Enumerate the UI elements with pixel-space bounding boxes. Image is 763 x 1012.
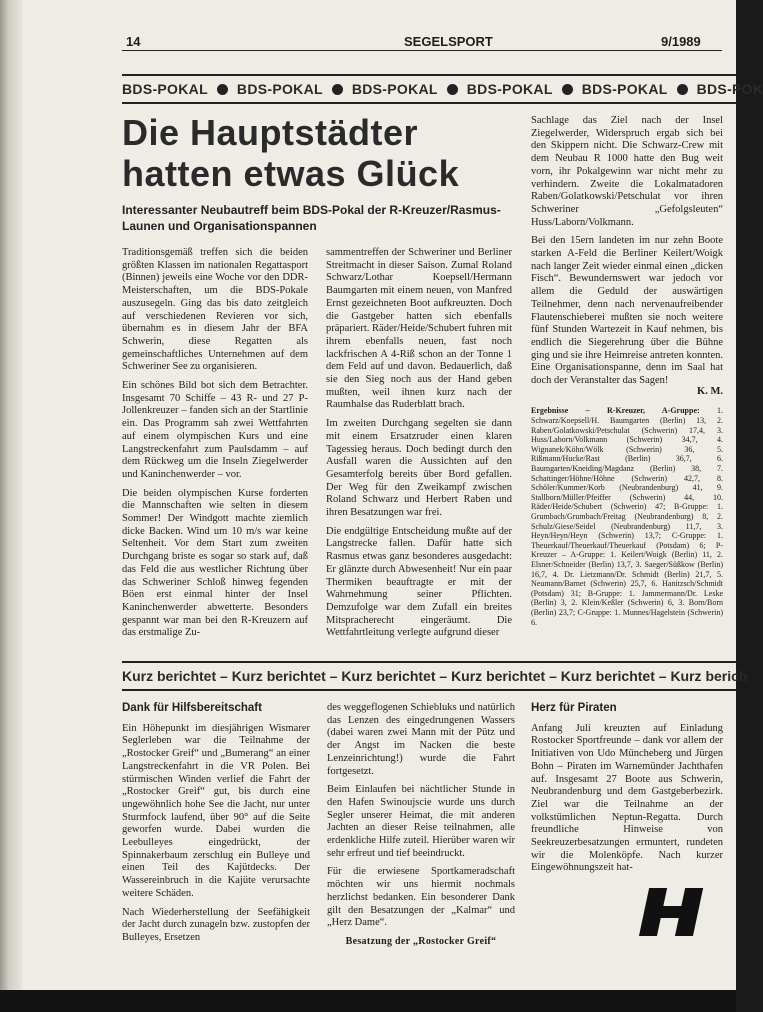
article-paragraph: Ein schönes Bild bot sich dem Betrachter. Insgesamt 70 Schiffe – 43 R- und 27 P-Jollenkreuzer – fanden sich an der Startlinie ein. Das Programm sah zwei Wettfahrten auf einem olympischen Kurs und eine Langstreckenfahrt zum Paulsdamm – auf dem Rückweg um die Inseln Ziegelwerder und Kaninchenwerder – vor. <box>122 380 308 480</box>
article-subtitle: Interessanter Neubautreff beim BDS-Pokal der R-Kreuzer/Rasmus-Launen und Organisationspannen <box>122 203 501 233</box>
kurz-band-top-rule <box>122 661 736 663</box>
results-box <box>531 406 723 627</box>
results-text: 1. Schwarz/Koepsell/H. Baumgarten (Berlin) 13, 2. Raben/Golatkowski/Petschulat (Schwerin) 17,4, 3. Huss/Laborn/Volkmann (Schwerin) 34,7, 4. Wignanek/Köhn/Wölk (Schwerin) 36, 5. Rißmann/Hucke/Rast (Berlin) 36,7, 6. Baumgarten/Kneiding/Magdanz (Berlin) 38, 7. Schattinger/Höhne/Höhne (Schwerin) 42,7, 8. Schöler/Kummer/Korb (Neubrandenburg) 41, 9. Stallborn/Müller/Pfeiffer (Schwerin) 44, 10. Räder/Heide/Schubert (Schwerin) 47; B-Gruppe: 1. Grumbach/Grumbach/Freitag (Neubrandenburg) 8, 2. Schulz/Giese/Seidel (Neubrandenburg) 11,7, 3. Heyn/Heyn/Heyn (Schwerin) 13,7; C-Gruppe: 1. Theuerkauf/Theuerkauf/Theuerkauf (Potsdam) 6; P-Kreuzer – A-Gruppe: 1. Keilert/Woigk (Berlin) 11, 2. Elsner/Schneider (Berlin) 13,7, 3. Saeger/Süßkow (Berlin) 16,7, 4. Dr. Lietzmann/Dr. Schmidt (Berlin) 21,7, 5. Neumann/Barnet (Schwerin) 25,7, 6. Hanitzsch/Schmidt (Potsdam) 31; B-Gruppe: 1. Jammermann/Dr. Leske (Berlin) 3, 2. Klein/Keßler (Schwerin) 6, 3. Born/Born (Berlin) 23,7; C-Gruppe: 1. Munnes/Hagelstein (Schwerin) 6. <box>531 406 723 627</box>
kurz-paragraph: des weggeflogenen Schiebluks und natürlich das Lenzen des eingedrungenen Wassers (dabei waren zwei Mann mit der Pütz und der Angst im Nacken die beste Lenzeinrichtung!) wurde die Fahrt fortgesetzt. <box>327 702 515 777</box>
pokal-band-bottom-rule <box>122 102 736 104</box>
kurz1-heading: Dank für Hilfsbereitschaft <box>122 702 262 714</box>
pokal-item: BDS-POKAL <box>352 81 467 97</box>
article-title-line1: Die Hauptstädter <box>122 112 419 153</box>
article-column-2 <box>326 247 512 646</box>
kurz2-heading: Herz für Piraten <box>531 702 617 714</box>
pokal-item: BDS-POK <box>696 81 763 97</box>
article-title <box>122 112 512 194</box>
bullet-dot-icon <box>217 84 228 95</box>
header-rule <box>122 50 722 51</box>
pokal-item: BDS-POKAL <box>467 81 582 97</box>
article-paragraph: sammentreffen der Schweriner und Berliner Streitmacht in dieser Saison. Zumal Roland Schwarz/Lothar Koepsell/Hermann Baumgarten mit einem neuen, von Manfred Ernst gezeichneten Boot aufkreuzten. Doch die Gastgeber hatten sich ebenfalls präpariert. Räder/Heide/Schubert fuhren mit ihrem ebenfalls neuen, fast noch lackfrischen A 4-Riß schon an der Tonne 1 dem Feld auf und davon. Bedauerlich, daß sie den Sieg noch aus der Hand geben mußten, weil ihnen kurz nach der Raumhalse das Ruderblatt brach. <box>326 247 513 411</box>
magazine-logo-icon <box>638 884 700 940</box>
kurz-band-bottom-rule <box>122 689 736 691</box>
kurz-column-1 <box>122 702 310 951</box>
kurz-paragraph: Nach Wiederherstellung der Seefähigkeit der Jacht durch zunageln bzw. zustopfen der Bulleyes, Ersetzen <box>122 906 310 943</box>
kurz-column-3 <box>531 702 723 881</box>
magazine-name: SEGELSPORT <box>404 34 493 49</box>
kurz-paragraph: Für die erwiesene Sportkameradschaft möchten wir uns hiermit nochmals herzlichst bedanken. Ein besonderer Dank gilt den Besatzungen der „Kalmar“ und „Herz Dame“. <box>327 866 515 929</box>
pokal-band <box>122 78 763 100</box>
kurz-paragraph: Beim Einlaufen bei nächtlicher Stunde in den Hafen Swinoujscie wurde uns durch Segler unserer Heimat, die mit anderen Jachten an dieser Reise teilnahmen, alle erdenkliche Hilfe zuteil. Hierüber waren wir sehr erfreut und tief beeindruckt. <box>327 784 515 859</box>
pokal-item: BDS-POKAL <box>582 81 697 97</box>
article-paragraph: Im zweiten Durchgang segelten sie dann mit einem Ersatzruder einen klaren Tagessieg heraus. Doch bedingt durch den Ausfall waren die Aussichten auf den Gesamterfolg bereits über Bord gefallen. Der Weg für den Zweikampf zwischen Roland Schwarz und Herbert Raben und ihren Besatzungen war frei. <box>326 418 512 519</box>
article-paragraph: Bei den 15ern landeten im nur zehn Boote starken A-Feld die Berliner Keilert/Woigk nach langer Zeit wieder einmal einen „dicken Fisch“. Bewundernswert war jedoch vor allem die Geduld der auswärtigen Teilnehmer, denn nach nervenaufreibender Flautenschieberei mußten sie noch weitere fünf Stunden Wartezeit in Kauf nehmen, bis endlich die Siegerehrung über die Bühne ging und sie ihre Heimreise antreten konnten. Eine Organisationspanne, denn im Saal hat doch der Veranstalter das Sagen! <box>531 235 723 387</box>
page-number: 14 <box>126 34 141 49</box>
bullet-dot-icon <box>562 84 573 95</box>
pokal-item: BDS-POKAL <box>122 81 237 97</box>
results-heading: Ergebnisse – R-Kreuzer, A-Gruppe: <box>531 406 700 416</box>
article-paragraph: Die endgültige Entscheidung mußte auf der Langstrecke fallen. Dafür hatte sich Rasmus etwas ganz besonderes ausgedacht: Er glänzte durch Abwesenheit! Nur ein paar Thermiken beauftragte er mit der Wahrnehmung seiner Pflichten. Demzufolge war dem Zufall ein breites Mitspracherecht eingeräumt. Die Wettfahrtleitung verlegte aufgrund dieser <box>326 525 512 639</box>
kurz1-credit: Besatzung der „Rostocker Greif“ <box>345 935 497 947</box>
article-column-3 <box>531 115 723 627</box>
article-paragraph: Sachlage das Ziel nach der Insel Ziegelwerder, Widerspruch ergab sich bei den Skippern nicht. Die Schwarz-Crew mit dem Neubau R 1000 hatte den Bug weit vorn, ihr Pokalgewinn war nicht mehr zu verhindern. Zweite die Lokalmatadoren Raben/Golatkowski/Petschulat vor ihren Schweriner „Gefolgsleuten“ Huss/Laborn/Volkmann. <box>531 115 723 228</box>
pokal-item: BDS-POKAL <box>237 81 352 97</box>
kurz-column-2 <box>327 702 515 949</box>
article-column-1 <box>122 247 308 646</box>
pokal-band-top-rule <box>122 74 736 76</box>
bullet-dot-icon <box>332 84 343 95</box>
article-paragraph: Die beiden olympischen Kurse forderten die Mannschaften wie selten in diesem Sommer! Der Windgott machte ziemlich dicke Backen. Wind um 10 m/s war keine Seltenheit. Vor dem Start zum zweiten Durchgang briste es sogar so stark auf, daß das Feld die aus westlicher Richtung über das Schweriner Schloß hinweg fegenden Böen erst einmal hinter der Insel Kaninchenwerder abwetterte. Besonders gespannt war man bei den R-Kreuzern auf das erstmalige Zu- <box>122 487 308 639</box>
kurz-paragraph: Anfang Juli kreuzten auf Einladung Rostocker Sportfreunde – dank vor allem der Initiativen von Udo Müncheberg und Jürgen Bohn – Piraten im Warnemünder Jachthafen auf. Insgesamt 27 Boote aus Schwerin, Neubrandenburg und dem Gastgeberbezirk. Ziel war die Teilnahme an der volkstümlichen Neptun-Regatta. Durch freundliche Hinweise von Seekreuzerbesatzungen ermuntert, rundeten wir die Molenköpfe. Nach kurzer Eingewöhnungszeit hat- <box>531 722 723 874</box>
kurz-berichtet-band: Kurz berichtet – Kurz berichtet – Kurz berichtet – Kurz berichtet – Kurz berichtet – Kurz berich <box>122 668 748 684</box>
bullet-dot-icon <box>447 84 458 95</box>
author-signature: K. M. <box>697 385 723 397</box>
article-title-line2: hatten etwas Glück <box>122 153 460 194</box>
article-paragraph: Traditionsgemäß treffen sich die beiden größten Klassen im nationalen Regattasport (Binnen) jeweils eine Woche vor den DDR-Meisterschaften, um die BDS-Pokale auszusegeln. Ging das bis dato zeitgleich auf verschiedenen Revieren vor sich, übernahm es in diesem Jahr der BFA Schwerin, diese Regatten als gemeinschaftliches Unternehmen auf dem Schweriner See zu organisieren. <box>122 247 308 373</box>
kurz-paragraph: Ein Höhepunkt im diesjährigen Wismarer Seglerleben war die Teilnahme der „Rostocker Greif“ und „Bumerang“ an einer Langstreckenfahrt in die VR Polen. Bei stürmischen Winden verlief die Fahrt der „Rostocker Greif“ gut, bis durch eine ungewöhnlich hohe See die Jacht, nur unter Sturmfock laufend, über 90° auf die Seite geworfen wurde. Dabei wurden die Leebulleyes eingedrückt, der Spinnakerbaum zerschlug ein Bulleye und einen Teil des Kajütdecks. Der Wassereinbruch in die Kajüte verursachte weitere Schäden. <box>122 722 310 899</box>
scan-bottom-edge <box>0 990 736 1012</box>
issue-number: 9/1989 <box>661 34 701 49</box>
bullet-dot-icon <box>677 84 688 95</box>
